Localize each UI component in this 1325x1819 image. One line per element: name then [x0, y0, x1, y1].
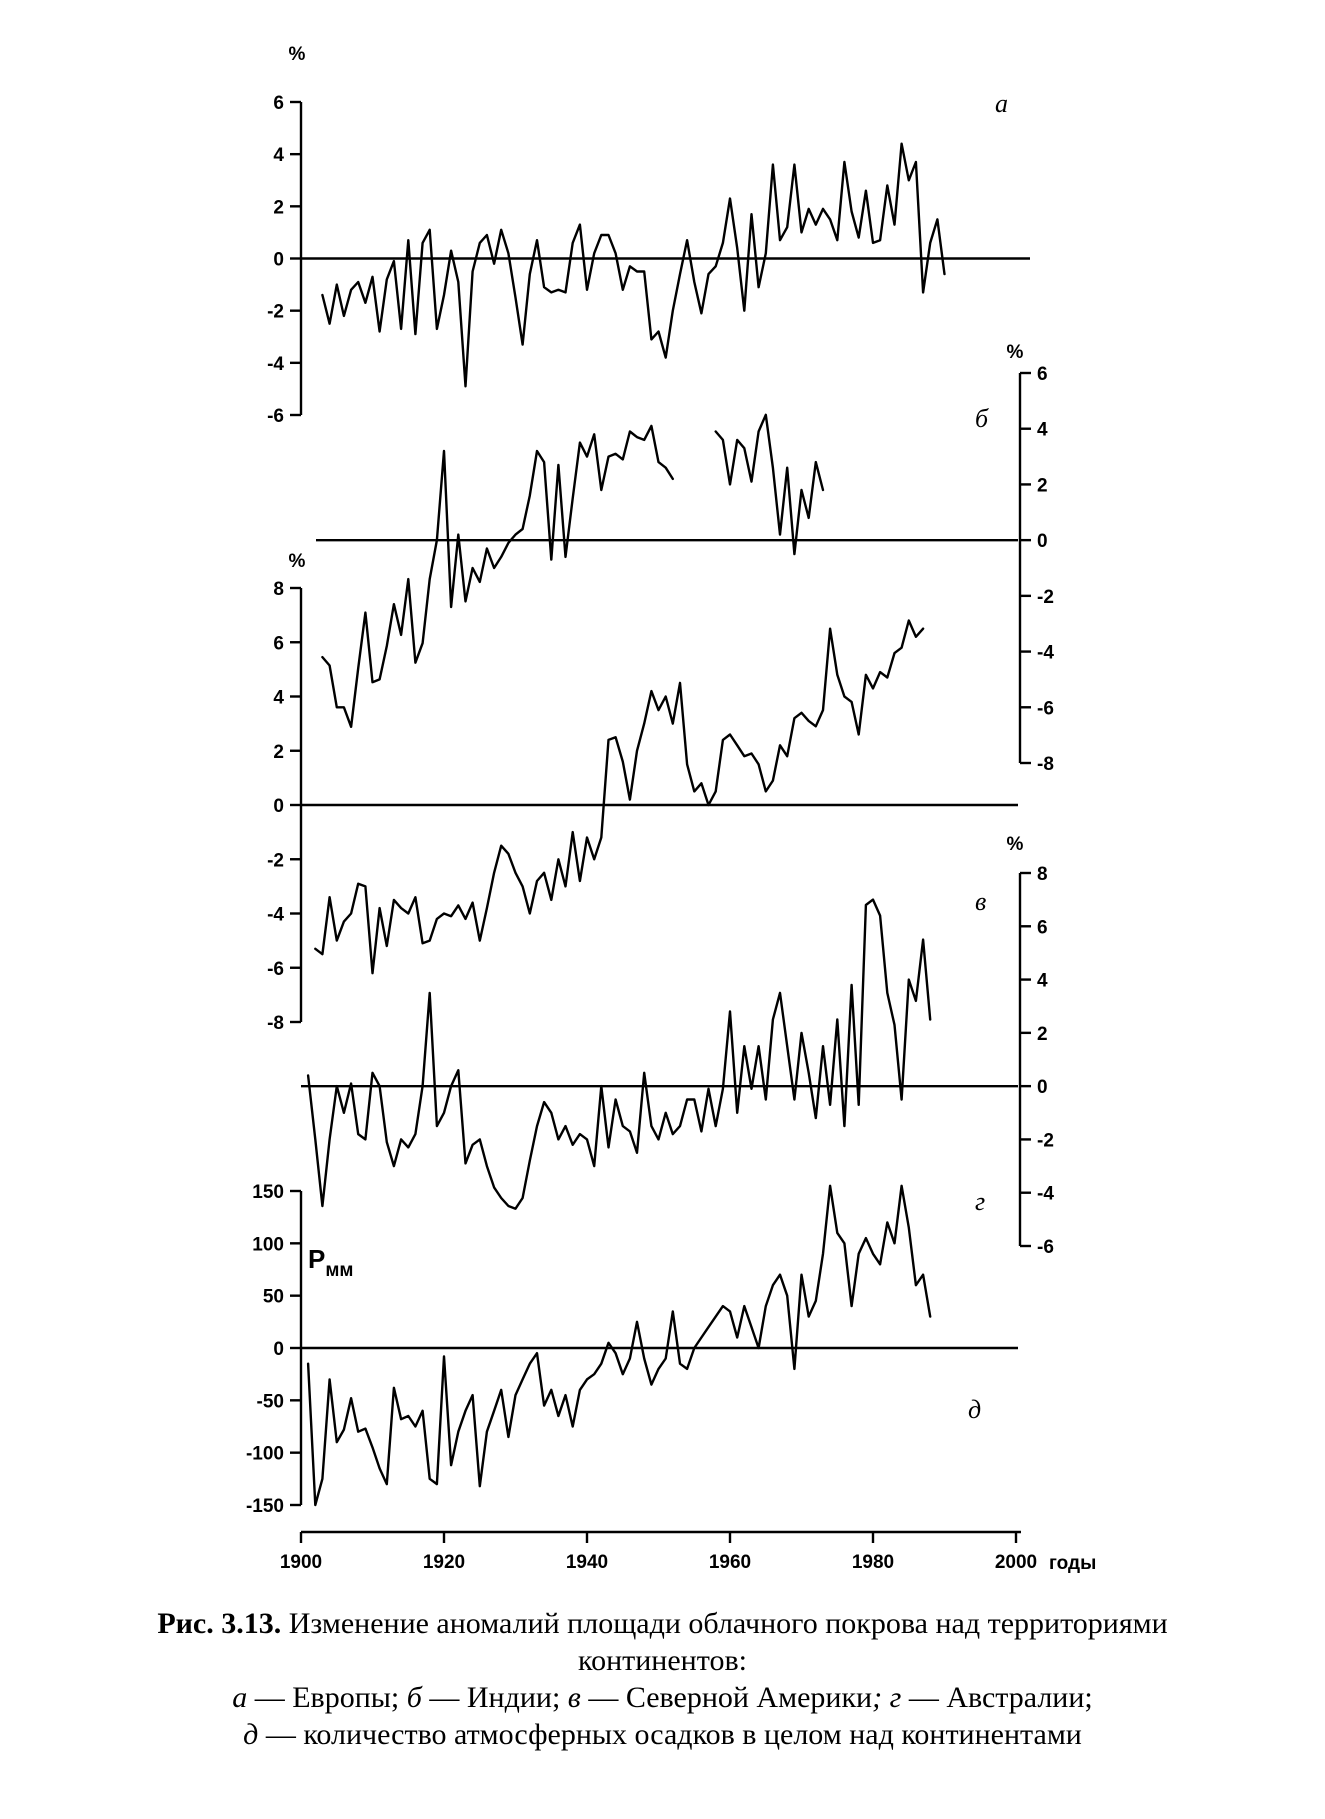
x-tick-label: 2000: [994, 1552, 1038, 1573]
legend-text-b: — Индии;: [421, 1681, 568, 1714]
y-tick-label: -8: [267, 1013, 284, 1034]
x-axis: [280, 1532, 1096, 1574]
y-tick-label: -6: [267, 406, 284, 427]
caption-figure-label: Рис. 3.13.: [157, 1607, 282, 1640]
y-tick-label: -8: [1037, 754, 1054, 775]
figure-caption: [0, 1605, 1325, 1753]
unit-label: %: [288, 551, 306, 572]
series-line: [322, 144, 944, 387]
x-tick-label: 1920: [422, 1552, 466, 1573]
y-tick-label: 0: [273, 796, 284, 817]
panel-precipitation: [246, 1182, 1018, 1517]
y-tick-label: 6: [1037, 364, 1048, 385]
panel-europe: [267, 44, 1030, 427]
panel-north-america: [267, 551, 1018, 1034]
panel-india: [316, 342, 1054, 775]
y-tick-label: -4: [1037, 1183, 1054, 1205]
y-tick-label: 4: [273, 687, 284, 709]
caption-line-3: [0, 1679, 1325, 1716]
y-tick-label: -4: [267, 353, 284, 375]
legend-separator: ;: [872, 1681, 883, 1714]
y-tick-label: -6: [267, 958, 284, 980]
series-line: [308, 1186, 930, 1505]
legend-letter-a: а: [232, 1681, 248, 1714]
y-tick-label: 2: [1037, 1023, 1048, 1045]
y-axis-label: Рмм: [308, 1244, 354, 1281]
panel-label: г: [975, 1187, 986, 1216]
panel-label: а: [995, 89, 1008, 118]
y-tick-label: -150: [245, 1496, 284, 1517]
y-tick-label: -4: [1037, 642, 1054, 664]
y-tick-label: 8: [273, 579, 284, 600]
series-line: [308, 900, 930, 1209]
caption-line-2: континентов:: [578, 1644, 747, 1677]
x-tick-label: 1900: [279, 1552, 323, 1573]
y-tick-label: 0: [273, 249, 284, 271]
series-line: [315, 621, 923, 974]
y-tick-label: -4: [267, 904, 284, 926]
unit-label: %: [288, 44, 306, 65]
y-tick-label: 4: [1037, 419, 1048, 441]
y-tick-label: 8: [1037, 864, 1048, 885]
panel-label: д: [968, 1395, 982, 1424]
legend-text-a: — Европы;: [247, 1681, 407, 1714]
y-tick-label: 0: [1037, 1077, 1048, 1099]
y-tick-label: 0: [273, 1339, 284, 1360]
caption-line-1: [0, 1605, 1325, 1642]
y-tick-label: 2: [1037, 475, 1048, 497]
unit-label: %: [1006, 834, 1024, 855]
y-tick-label: 2: [273, 197, 284, 219]
y-tick-label: 100: [252, 1234, 284, 1256]
panel-label: б: [975, 404, 989, 433]
series-line: [322, 415, 823, 727]
y-tick-label: 50: [262, 1286, 284, 1308]
y-tick-label: 2: [273, 741, 284, 763]
y-tick-label: -2: [1037, 1130, 1054, 1152]
legend-letter-b: б: [406, 1681, 422, 1714]
legend-text-g: — Австралии;: [901, 1681, 1093, 1714]
chart-panels: [246, 44, 1054, 1517]
y-tick-label: 150: [252, 1182, 284, 1203]
caption-title: Изменение аномалий площади облачного покрова над территориями: [281, 1607, 1168, 1640]
y-tick-label: -100: [245, 1443, 284, 1465]
legend-letter-d: д: [243, 1718, 259, 1751]
x-tick-label: 1980: [851, 1552, 895, 1573]
y-tick-label: -2: [267, 301, 284, 323]
y-tick-label: 6: [1037, 917, 1048, 939]
legend-letter-v: в: [567, 1681, 581, 1714]
legend-text-v: — Северной Америки: [580, 1681, 873, 1714]
x-tick-label: 1940: [565, 1552, 609, 1573]
x-unit-label: годы: [1049, 1553, 1097, 1574]
y-tick-label: 6: [273, 93, 284, 114]
y-tick-label: -50: [256, 1391, 284, 1413]
y-tick-label: 6: [273, 633, 284, 655]
y-tick-label: -2: [267, 850, 284, 872]
y-tick-label: -6: [1037, 1237, 1054, 1258]
panel-label: в: [975, 887, 987, 916]
y-tick-label: -6: [1037, 698, 1054, 720]
y-tick-label: -2: [1037, 586, 1054, 608]
x-tick-label: 1960: [708, 1552, 752, 1573]
y-tick-label: 0: [1037, 531, 1048, 553]
y-tick-label: 4: [1037, 970, 1048, 992]
legend-text-d: — количество атмосферных осадков в целом над континентами: [258, 1718, 1082, 1751]
caption-line-4: [0, 1716, 1325, 1753]
unit-label: %: [1006, 342, 1024, 363]
legend-letter-g: г: [882, 1681, 902, 1714]
y-tick-label: 4: [273, 145, 284, 167]
